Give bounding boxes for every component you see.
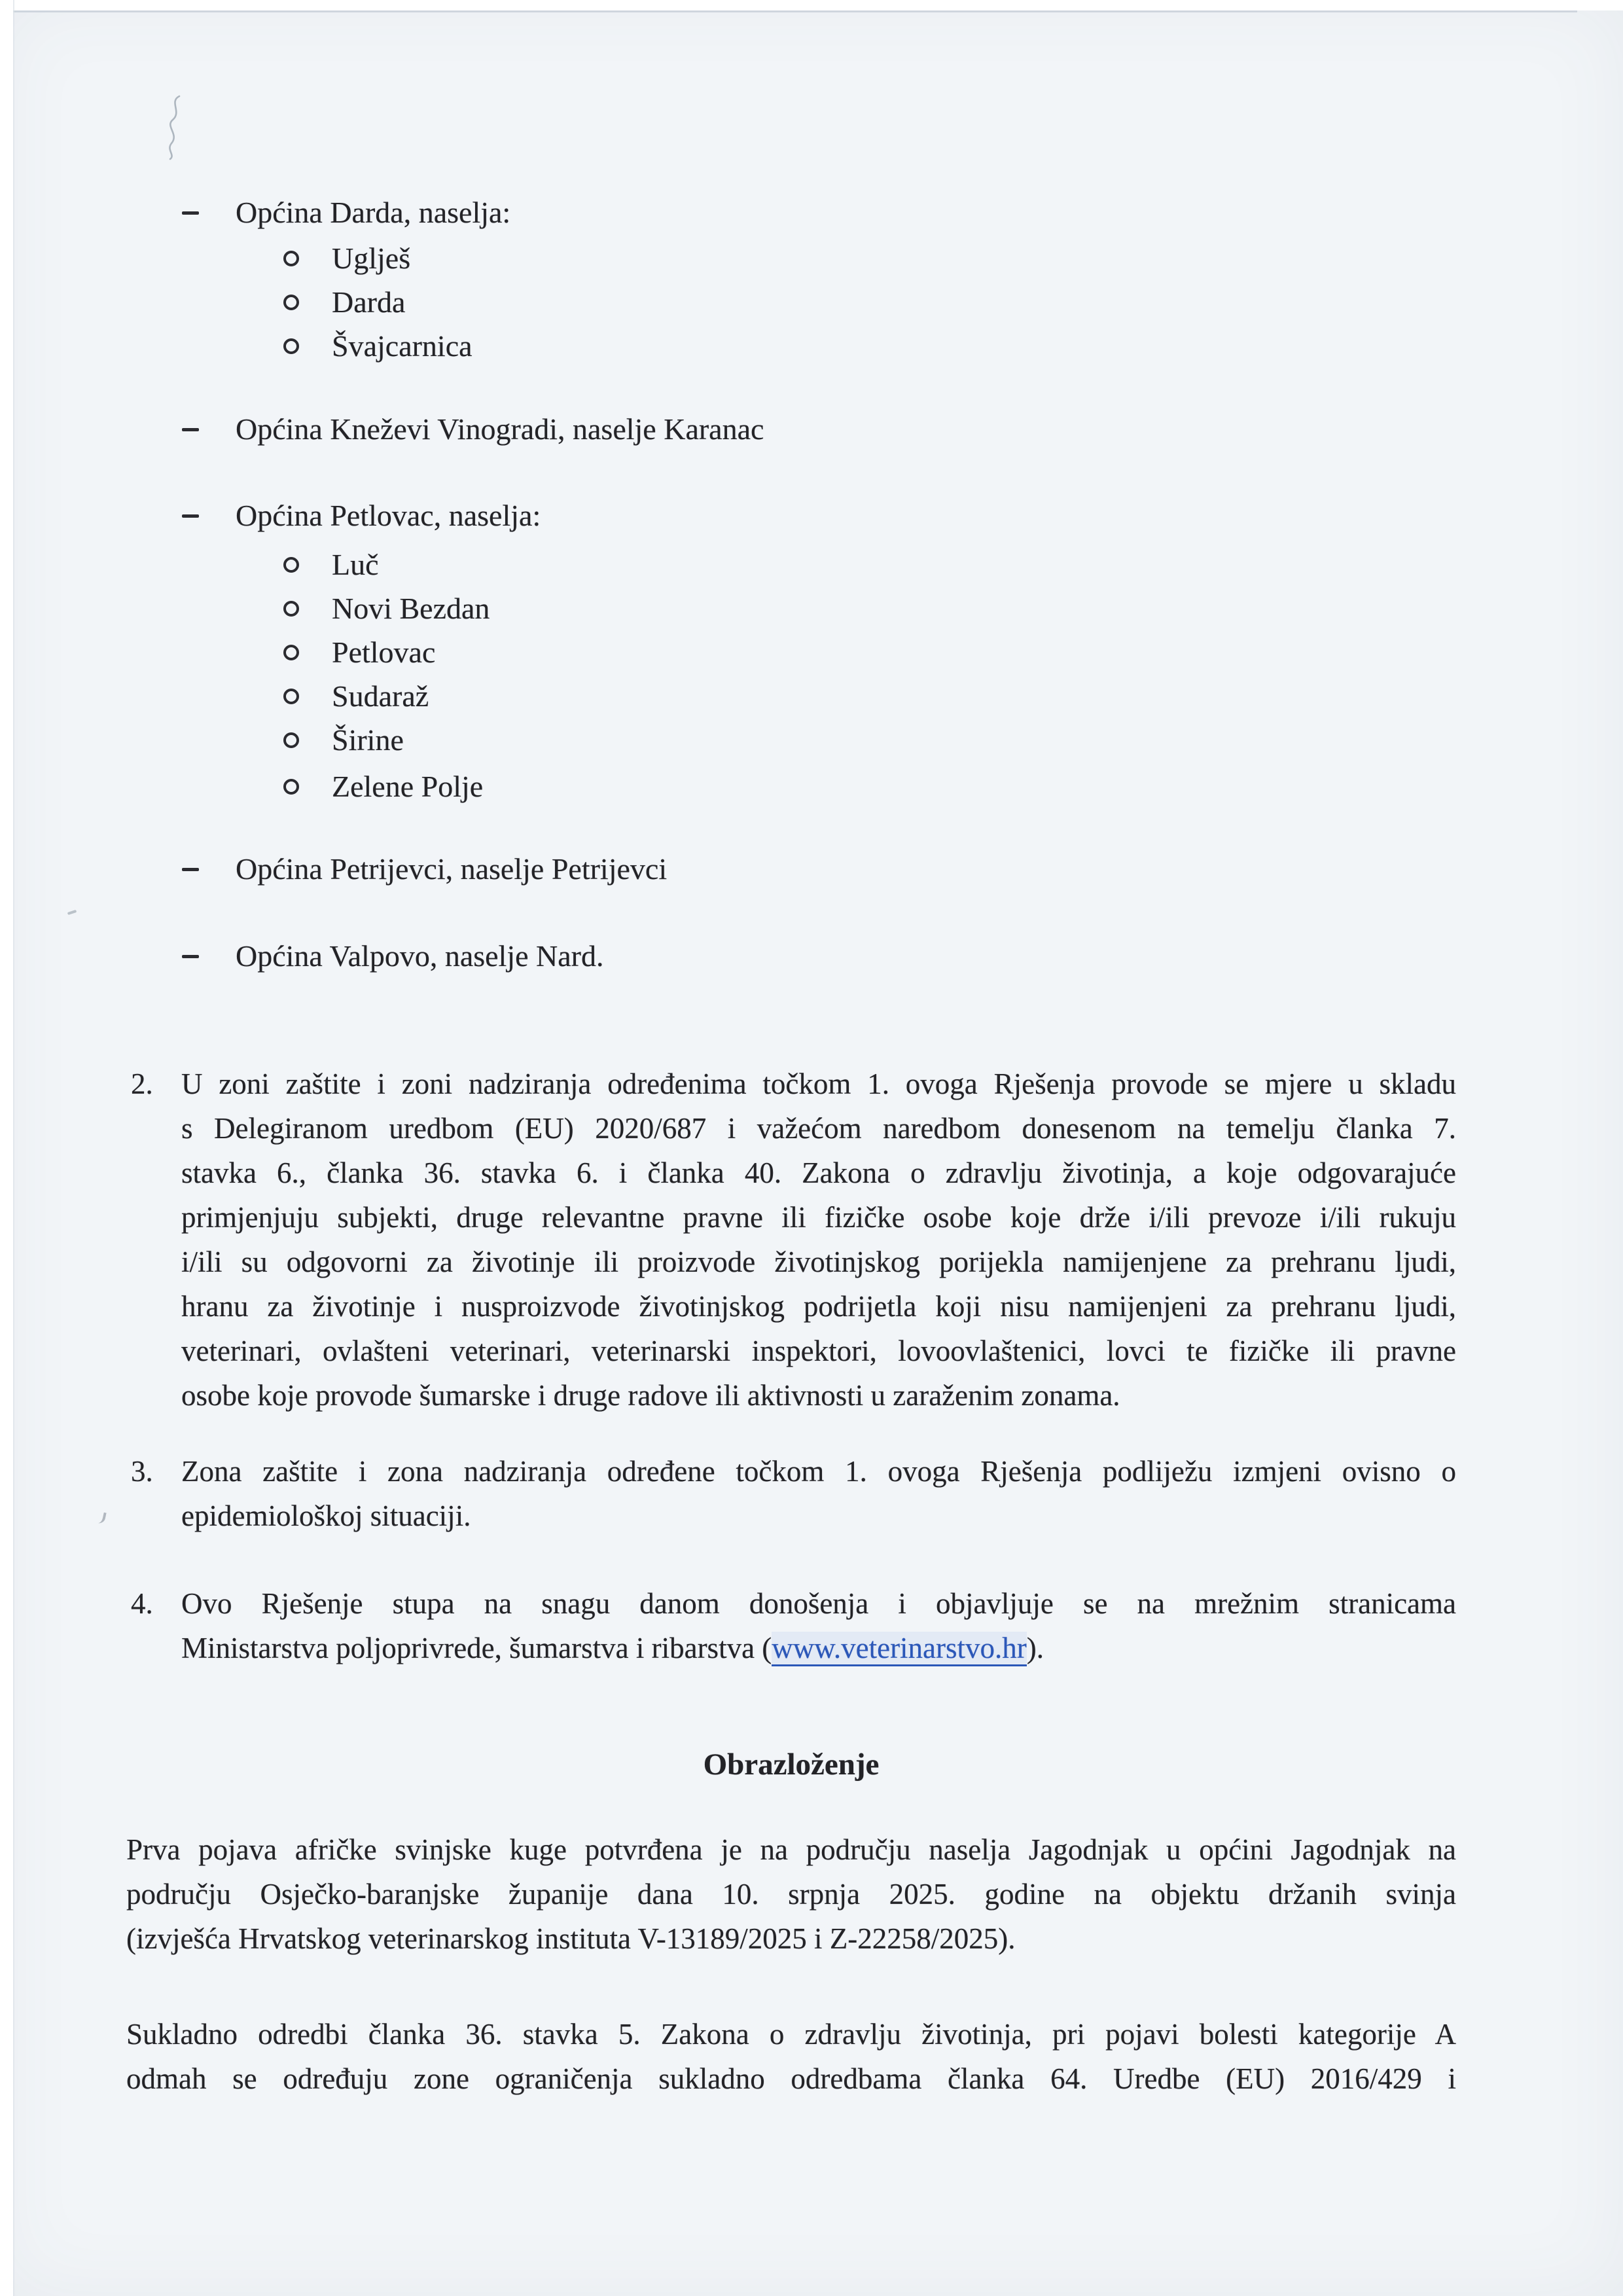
text-line: veterinari, ovlašteni veterinari, veterinarski inspektori, lovoovlaštenici, lovci te fizičke ili pravne — [181, 1335, 1456, 1367]
settlement-label: Uglješ — [332, 242, 411, 275]
item-text — [181, 1449, 1456, 1538]
list-item-settlement — [283, 327, 473, 366]
circle-bullet-icon — [283, 338, 299, 354]
dash-bullet-icon — [182, 428, 199, 431]
paragraph-first-occurrence — [126, 1827, 1456, 1961]
text-line: odmah se određuju zone ograničenja sukladno odredbama članka 64. Uredbe (EU) 2016/429 i — [126, 2062, 1456, 2095]
scanner-edge-left — [0, 0, 13, 2296]
text-line: epidemiološkoj situaciji. — [181, 1499, 471, 1532]
text-line: Ovo Rješenje stupa na snagu danom donošenja i objavljuje se na mrežnim stranicama — [181, 1587, 1456, 1620]
item-number: 4. — [131, 1587, 153, 1620]
municipality-label: Općina Kneževi Vinogradi, naselje Karanac — [236, 412, 764, 446]
settlement-label: Darda — [332, 285, 406, 319]
text-line: (izvješća Hrvatskog veterinarskog instituta V-13189/2025 i Z-22258/2025). — [126, 1922, 1016, 1955]
dash-bullet-icon — [182, 868, 199, 871]
text-line: području Osječko-baranjske županije dana 10. srpnja 2025. godine na objektu držanih svinja — [126, 1878, 1456, 1910]
text-line: U zoni zaštite i zoni nadziranja određenima točkom 1. ovoga Rješenja provode se mjere u skladu — [181, 1067, 1456, 1100]
list-item-settlement — [283, 589, 490, 628]
scanner-edge-top — [0, 0, 1623, 10]
list-item-settlement — [283, 283, 405, 322]
list-item-settlement — [283, 721, 404, 760]
settlement-label: Luč — [332, 548, 379, 581]
text-line: Sukladno odredbi članka 36. stavka 5. Zakona o zdravlju životinja, pri pojavi bolesti kategorije A — [126, 2018, 1456, 2051]
veterinarstvo-link[interactable]: www.veterinarstvo.hr — [772, 1632, 1026, 1666]
text-line: primjenjuju subjekti, druge relevantne pravne ili fizičke osobe koje drže i/ili prevoze i/ili rukuju — [181, 1201, 1456, 1234]
list-item-settlement — [283, 239, 410, 278]
item-number: 3. — [131, 1455, 153, 1488]
scan-speck — [96, 1511, 106, 1524]
municipality-label: Općina Petrijevci, naselje Petrijevci — [236, 852, 668, 886]
circle-bullet-icon — [283, 295, 299, 310]
numbered-item-3 — [131, 1449, 1456, 1538]
municipality-label: Općina Valpovo, naselje Nard. — [236, 939, 604, 973]
list-item-municipality — [182, 410, 764, 449]
circle-bullet-icon — [283, 645, 299, 660]
circle-bullet-icon — [283, 601, 299, 617]
list-item-municipality — [182, 850, 667, 889]
list-item-municipality — [182, 937, 604, 976]
settlement-label: Petlovac — [332, 636, 436, 669]
scanner-edge-top-shadow — [0, 10, 1577, 12]
scan-speck — [67, 910, 77, 915]
text-line: s Delegiranom uredbom (EU) 2020/687 i važećom naredbom donesenom na temelju članka 7. — [181, 1112, 1456, 1145]
numbered-item-2 — [131, 1062, 1456, 1418]
dash-bullet-icon — [182, 955, 199, 958]
item-number: 2. — [131, 1067, 153, 1100]
list-item-settlement — [283, 677, 429, 716]
dash-bullet-icon — [182, 211, 199, 215]
dash-bullet-icon — [182, 514, 199, 518]
numbered-item-4 — [131, 1581, 1456, 1670]
scanner-edge-left-shadow — [13, 0, 14, 2296]
text-line: i/ili su odgovorni za životinje ili proizvode životinjskog porijekla namijenjene za prehranu ljudi, — [181, 1246, 1456, 1278]
circle-bullet-icon — [283, 557, 299, 573]
text-line: Zona zaštite i zona nadziranja određene točkom 1. ovoga Rješenja podliježu izmjeni ovisno o — [181, 1455, 1456, 1488]
text-line: hranu za životinje i nusproizvode životinjskog podrijetla koji nisu namijenjeni za prehranu ljudi, — [181, 1290, 1456, 1323]
section-heading-obrazlozenje: Obrazloženje — [703, 1748, 880, 1782]
list-item-municipality — [182, 193, 510, 232]
item-text — [181, 1062, 1456, 1418]
pen-squiggle-artifact — [162, 94, 188, 162]
municipality-label: Općina Petlovac, naselja: — [236, 499, 541, 532]
settlement-label: Švajcarnica — [332, 329, 473, 363]
settlement-label: Širine — [332, 723, 404, 757]
text-line — [181, 1626, 1456, 1670]
settlement-label: Novi Bezdan — [332, 592, 490, 625]
text-line: osobe koje provode šumarske i druge radove ili aktivnosti u zaraženim zonama. — [181, 1379, 1120, 1412]
settlement-label: Sudaraž — [332, 679, 429, 713]
list-item-settlement — [283, 545, 379, 584]
link-post-text: ). — [1026, 1632, 1044, 1664]
text-line: stavka 6., članka 36. stavka 6. i članka 40. Zakona o zdravlju životinja, a koje odgovarajuće — [181, 1157, 1456, 1189]
circle-bullet-icon — [283, 779, 299, 795]
list-item-settlement — [283, 633, 435, 672]
list-item-settlement — [283, 767, 483, 806]
item-text — [181, 1581, 1456, 1670]
link-pre-text: Ministarstva poljoprivrede, šumarstva i ribarstva ( — [181, 1632, 772, 1664]
text-line: Prva pojava afričke svinjske kuge potvrđena je na području naselja Jagodnjak u općini Jagodnjak na — [126, 1833, 1456, 1866]
circle-bullet-icon — [283, 689, 299, 704]
settlement-label: Zelene Polje — [332, 770, 484, 803]
paragraph-legal-basis — [126, 2012, 1456, 2101]
circle-bullet-icon — [283, 732, 299, 748]
list-item-municipality — [182, 496, 541, 535]
circle-bullet-icon — [283, 251, 299, 266]
municipality-label: Općina Darda, naselja: — [236, 196, 511, 229]
